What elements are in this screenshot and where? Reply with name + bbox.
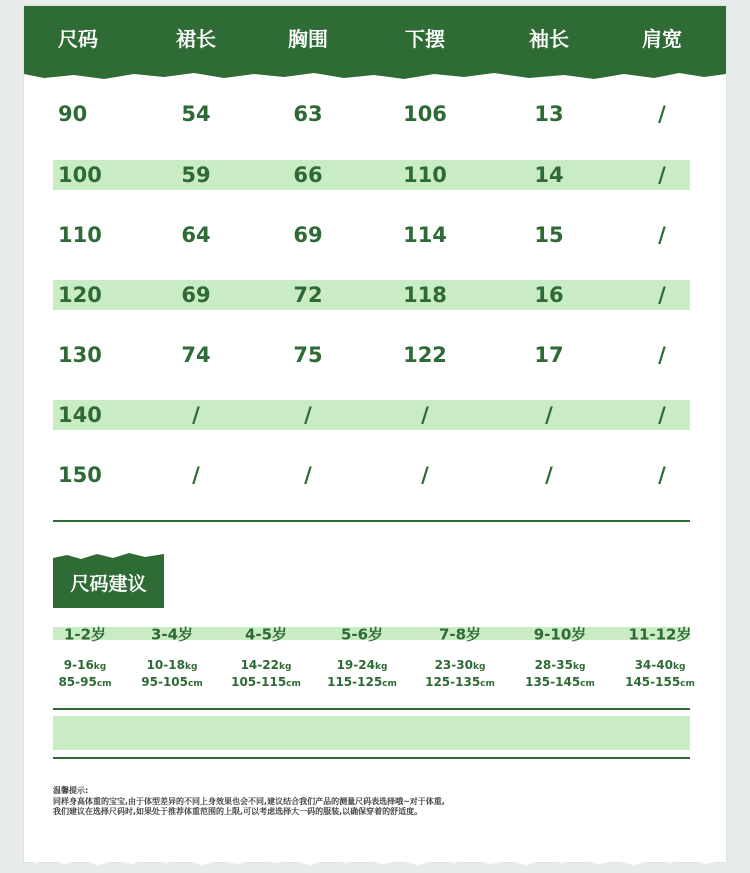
weight-range: [635, 658, 686, 672]
measurement-cell: /: [192, 403, 200, 427]
row-highlight: [53, 160, 690, 190]
suggestion-rule-top: [53, 708, 690, 710]
range-unit: kg: [472, 662, 486, 672]
measurement-cell: 110: [403, 163, 447, 187]
measurement-cell: 59: [181, 163, 211, 187]
suggestion-rule-bottom: [53, 757, 690, 759]
weight-range: [64, 658, 106, 672]
range-unit: kg: [572, 662, 586, 672]
measurement-cell: /: [658, 343, 666, 367]
range-unit: cm: [96, 679, 112, 689]
table-bottom-rule: [53, 520, 690, 522]
measurement-cell: 122: [403, 343, 447, 367]
height-range: [141, 675, 202, 689]
measurement-cell: 72: [293, 283, 323, 307]
tips-title: 温馨提示:: [53, 786, 89, 795]
weight-range: [241, 658, 292, 672]
range-value: 105-115: [231, 675, 287, 689]
column-header: 裙长: [176, 27, 216, 51]
range-value: 19-24: [336, 658, 375, 672]
range-value: 14-22: [240, 658, 279, 672]
row-highlight: [53, 400, 690, 430]
measurement-cell: 17: [534, 343, 564, 367]
size-cell: 90: [58, 102, 88, 126]
height-range: [425, 675, 495, 689]
range-unit: cm: [188, 679, 203, 689]
range-unit: cm: [580, 679, 595, 689]
range-unit: kg: [278, 662, 292, 672]
measurement-cell: 64: [181, 223, 211, 247]
measurement-cell: 66: [293, 163, 323, 187]
torn-paper-edge: [24, 856, 726, 866]
measurement-cell: 16: [534, 283, 564, 307]
range-unit: cm: [480, 679, 495, 689]
measurement-cell: /: [658, 163, 666, 187]
age-label: 3-4岁: [150, 625, 194, 644]
range-value: 85-95: [58, 675, 97, 689]
measurement-cell: /: [192, 463, 200, 487]
size-row-highlight: [53, 716, 690, 750]
header-brush-edge: [24, 70, 726, 82]
age-label: 9-10岁: [533, 625, 587, 644]
size-cell: 120: [58, 283, 102, 307]
weight-range: [435, 658, 486, 672]
measurement-cell: 69: [181, 283, 211, 307]
measurement-cell: 54: [181, 102, 211, 126]
measurement-cell: /: [421, 403, 429, 427]
size-cell: 110: [58, 223, 102, 247]
range-unit: cm: [286, 679, 301, 689]
measurement-cell: 75: [293, 343, 323, 367]
range-value: 9-16: [63, 658, 94, 672]
size-cell: 140: [58, 403, 102, 427]
measurement-cell: /: [304, 403, 312, 427]
range-value: 145-155: [625, 675, 681, 689]
column-header: 下摆: [405, 27, 445, 51]
measurement-cell: 106: [403, 102, 447, 126]
measurement-cell: /: [421, 463, 429, 487]
weight-range: [535, 658, 586, 672]
tips-note: [53, 786, 693, 818]
size-cell: 130: [58, 343, 102, 367]
age-label: 1-2岁: [63, 625, 107, 644]
column-header: 胸围: [288, 27, 328, 51]
height-range: [625, 675, 695, 689]
column-header: 肩宽: [642, 27, 682, 51]
age-label: 7-8岁: [438, 625, 482, 644]
measurement-cell: /: [304, 463, 312, 487]
range-value: 95-105: [141, 675, 189, 689]
range-unit: cm: [382, 679, 397, 689]
measurement-cell: /: [658, 403, 666, 427]
measurement-cell: 14: [534, 163, 564, 187]
range-unit: kg: [93, 662, 107, 672]
measurement-cell: /: [658, 283, 666, 307]
range-unit: kg: [184, 662, 198, 672]
measurement-cell: /: [658, 463, 666, 487]
measurement-cell: /: [658, 102, 666, 126]
table-header-bar: [24, 6, 726, 72]
weight-range: [147, 658, 198, 672]
range-unit: kg: [374, 662, 388, 672]
height-range: [327, 675, 397, 689]
measurement-cell: 63: [293, 102, 323, 126]
height-range: [58, 675, 111, 689]
height-range: [231, 675, 301, 689]
measurement-cell: /: [545, 463, 553, 487]
range-value: 115-125: [327, 675, 383, 689]
measurement-cell: /: [545, 403, 553, 427]
range-value: 28-35: [534, 658, 573, 672]
age-label: 11-12岁: [628, 625, 692, 644]
tips-line: 同样身高体重的宝宝,由于体型差异的不同上身效果也会不同,建议结合我们产品的测量尺码表选择哦~对于体重,: [53, 796, 445, 806]
column-header: 袖长: [529, 27, 569, 51]
tips-line: 我们建议在选择尺码时,如果处于推荐体重范围的上限,可以考虑选择大一码的服装,以确保穿着的舒适度。: [53, 807, 423, 816]
range-value: 34-40: [634, 658, 673, 672]
weight-range: [337, 658, 388, 672]
range-value: 10-18: [146, 658, 185, 672]
height-range: [525, 675, 595, 689]
range-value: 135-145: [525, 675, 581, 689]
measurement-cell: 74: [181, 343, 211, 367]
measurement-cell: 114: [403, 223, 447, 247]
column-header: 尺码: [58, 27, 98, 51]
size-cell: 100: [58, 163, 102, 187]
range-unit: cm: [680, 679, 695, 689]
range-value: 125-135: [425, 675, 481, 689]
measurement-cell: 13: [534, 102, 564, 126]
range-value: 23-30: [434, 658, 473, 672]
suggestion-title: 尺码建议: [70, 573, 147, 595]
age-label: 4-5岁: [244, 625, 288, 644]
range-unit: kg: [672, 662, 686, 672]
row-highlight: [53, 280, 690, 310]
size-cell: 150: [58, 463, 102, 487]
measurement-cell: /: [658, 223, 666, 247]
measurement-cell: 118: [403, 283, 447, 307]
measurement-cell: 69: [293, 223, 323, 247]
age-label: 5-6岁: [340, 625, 384, 644]
measurement-cell: 15: [534, 223, 564, 247]
